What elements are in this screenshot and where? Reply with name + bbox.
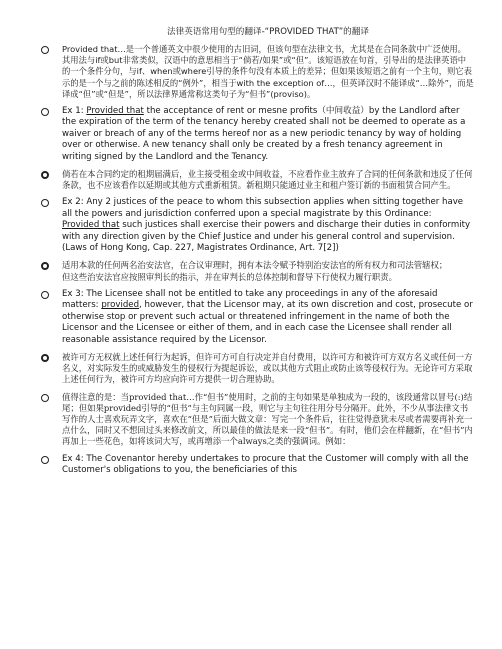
circle-icon (41, 262, 49, 270)
paragraph-ex4 (62, 454, 474, 477)
paragraph-ex1 (62, 106, 474, 163)
circle-icon (41, 46, 49, 54)
paragraph-ex1-translation (62, 169, 474, 191)
paragraph-text: 值得注意的是：当provided that…作“但书”使用时，之前的主句如果是单独成为一段的，该段通常以冒号(:)结尾；但如果provided引导的“但书”与主句同属一段，则它与主句往往用分号分隔开。此外，不少从事法律文书写作的人士喜欢玩弄文字，喜欢在“但是”后面大做文章：写完一个条件后，往往觉得意犹未尽或者需要再补充一点什么，同时又不想回过头来修改前文，所以最佳的做法是来一段“但书”。有时，他们会在样翻新，在“但书”内再加上一些花色，如将该词大写，或再增添一个always之类的强调词。例如： (62, 391, 473, 447)
example-body: the acceptance of rent or mesne profits（中间收益）by the Landlord after the expiration of the term of the tenancy hereby created shall not be deemed to operate as a waiver or breach of any of the terms hereof nor as a new periodic tenancy by way of holding over or otherwise. A new tenancy shall only be created by a fresh tenancy agreement in writing signed by the Landlord and the Tenancy. (62, 106, 466, 162)
paragraph-ex3-translation (62, 352, 474, 386)
underlined-phrase: Provided that (62, 220, 120, 231)
underlined-phrase: Provided that (86, 106, 144, 117)
circle-icon (41, 108, 49, 116)
example-body: Any 2 justices of the peace to whom this subsection applies when sitting together have all the powers and jurisdiction conferred upon a special magistrate by this Ordinance: (62, 197, 464, 219)
circle-icon (41, 199, 49, 207)
paragraph-ex2-translation (62, 260, 474, 282)
example-label: Ex 2: (62, 197, 87, 208)
circle-icon (41, 291, 49, 299)
paragraph-intro (62, 44, 474, 100)
example-label: Ex 3: (62, 288, 87, 299)
paragraph-ex3 (62, 289, 474, 346)
example-body-continued: such justices shall exercise their powers and discharge their duties in conformity with any direction given by the Chief Justice and under his general control and supervision. (Laws of Hong Kong, Cap. 227, Magistrates Ordinance, Art. 7[2]) (62, 220, 471, 254)
paragraph-text (62, 454, 474, 477)
paragraph-note (62, 392, 474, 448)
example-body: The Covenantor hereby undertakes to procure that the Customer will comply with all the Customer's obligations to you, the beneficiaries of this (62, 453, 469, 475)
circle-icon (41, 171, 49, 179)
example-label: Ex 1: (62, 106, 87, 117)
paragraph-text (62, 106, 474, 163)
paragraph-text: 被许可方无权就上述任何行为起诉，但许可方可自行决定并自付费用，以许可方和被许可方双方名义或任何一方名义，对实际发生的或威胁发生的侵权行为提起诉讼，或以其他方式阻止或防止该等侵权行为。无论许可方采取上述任何行为，被许可方均应向许可方提供一切合理协助。 (62, 351, 473, 385)
paragraph-ex2 (62, 197, 474, 254)
example-label: Ex 4: (62, 453, 87, 464)
page-title: 法律英语常用句型的翻译-“PROVIDED THAT”的翻译 (167, 27, 369, 37)
paragraph-text (62, 289, 474, 346)
example-body: The Licensee shall not be entitled to take any proceedings in any of the aforesaid matters: (62, 288, 438, 311)
paragraph-text: 适用本款的任何两名治安法官，在合议审理时，拥有本法令赋予特别治安法官的所有权力和司法管辖权； 但这些治安法官应按照审判长的指示，并在审判长的总体控制和督导下行使权力履行职责。 (62, 260, 448, 282)
circle-icon (41, 456, 49, 464)
underlined-phrase: provided (101, 300, 140, 311)
circle-icon (41, 354, 49, 362)
example-body-continued: , however, that the Licensor may, at its own discretion and cost, prosecute or otherwise stop or prevent such actual or threatened infringement in the name of both the Licensor and the Licensee or either of them, and in each case the Licensee shall render all reasonable assistance required by the Licensor. (62, 300, 473, 345)
circle-icon (41, 394, 49, 402)
paragraph-text: 倘若在本合同约定的租期届满后，业主接受租金或中间收益，不应看作业主放弃了合同的任何条款和违反了任何条款，也不应该看作以延期或其他方式重新租赁。新租期只能通过业主和租户签订新的书面租赁合同产生。 (62, 169, 473, 191)
paragraph-text: Provided that…是一个普通英文中很少使用的古旧词，但该句型在法律文书，尤其是在合同条款中广泛使用。其用法与if或but非常类似，汉语中的意思相当于“倘若/如果”或“但”。该短语放在句首，引导出的是法律英语中的一个条件分句，与if、when或where引导的条件句没有本质上的差异；但如果该短语之前有一个主句，则它表示的是一个与之前的陈述相反的“例外”，相当于with the exception of…，但英译汉时不能译成“…除外”，而是译成“但”或“但是”，所以法律界通常称这类句子为“但书”(proviso)。 (62, 44, 474, 99)
paragraph-text (62, 197, 474, 254)
